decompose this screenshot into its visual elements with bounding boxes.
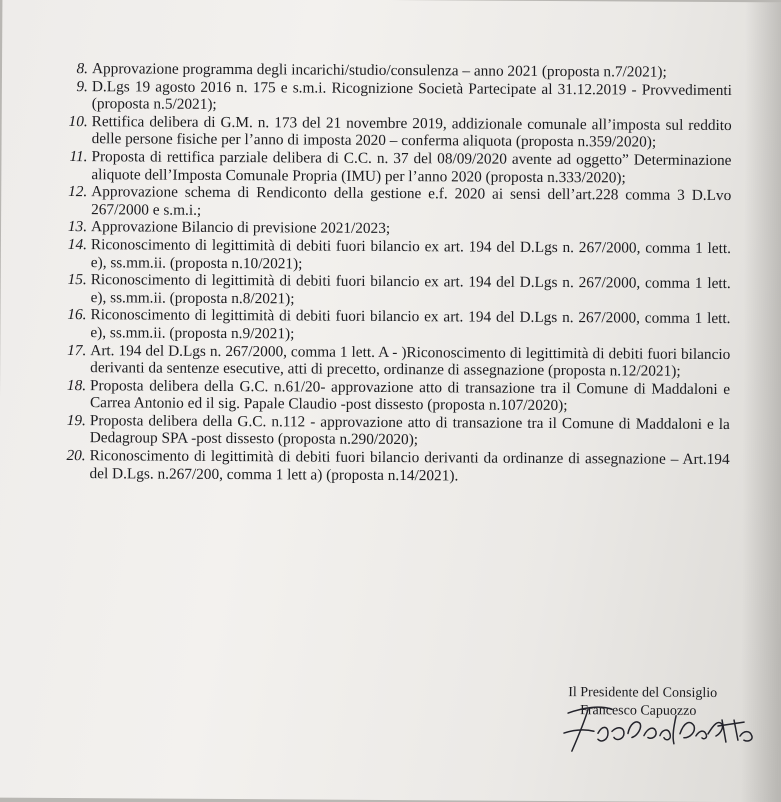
item-text: Approvazione Bilancio di previsione 2021/2023;	[90, 218, 391, 238]
page-edge-shadow	[741, 2, 781, 802]
signature-name: Francesco Capuozzo	[580, 703, 697, 719]
item-number: 15.	[67, 271, 87, 289]
item-number: 11.	[69, 148, 88, 166]
item-text: D.Lgs 19 agosto 2016 n. 175 e s.m.i. Ricognizione Società Partecipate al 31.12.2019 - Provvedimenti (proposta n.5/2021);	[91, 77, 732, 114]
agenda-item	[50, 341, 730, 380]
agenda-list	[49, 60, 732, 486]
item-number: 19.	[66, 411, 86, 430]
item-number: 10.	[68, 112, 88, 130]
item-text: Art. 194 del D.Lgs n. 267/2000, comma 1 lett. A - )Riconoscimento di legittimità di debiti fuori bilancio derivanti da sentenze esecutive, atti di precetto, ordinanze di assegnazione (proposta n.12/2021);	[90, 341, 731, 380]
item-text: Approvazione programma degli incarichi/studio/consulenza – anno 2021 (proposta n.7/2021);	[91, 60, 667, 81]
agenda-item	[50, 377, 730, 416]
agenda-item	[52, 78, 732, 117]
item-text: Riconoscimento di legittimità di debiti fuori bilancio ex art. 194 del D.Lgs n. 267/2000, comma 1 lett. e), ss.mm.ii. (proposta n.8/2021);	[90, 271, 731, 308]
agenda-item	[50, 412, 730, 451]
item-text: Approvazione schema di Rendiconto della gestione e.f. 2020 ai sensi dell’art.228 comma 3 D.Lvo 267/2000 e s.m.i.;	[91, 183, 732, 219]
item-number: 14.	[67, 235, 87, 254]
item-number: 12.	[68, 183, 88, 201]
item-text: Riconoscimento di legittimità di debiti fuori bilancio derivanti da ordinanze di assegnazione – Art.194 del D.Lgs. n.267/200, comma 1 lett a) (proposta n.14/2021).	[89, 447, 730, 485]
item-text: Riconoscimento di legittimità di debiti fuori bilancio ex art. 194 del D.Lgs n. 267/2000, comma 1 lett. e), ss.mm.ii. (proposta n.10/2021);	[90, 236, 731, 272]
handwritten-signature	[554, 693, 764, 764]
item-text: Riconoscimento di legittimità di debiti fuori bilancio ex art. 194 del D.Lgs n. 267/2000, comma 1 lett. e), ss.mm.ii. (proposta n.9/2021);	[90, 306, 731, 343]
agenda-item	[51, 271, 731, 310]
agenda-item	[50, 306, 730, 345]
agenda-item	[51, 183, 731, 222]
signature-title: Il Presidente del Consiglio	[568, 685, 718, 702]
item-text: Proposta di rettifica parziale delibera di C.C. n. 37 del 08/09/2020 avente ad oggetto” Determinazione aliquote dell’Imposta Comunale Propria (IMU) per l’anno 2020 (proposta n.333/2020);	[91, 148, 732, 186]
agenda-item	[51, 236, 731, 275]
item-number: 18.	[66, 376, 87, 394]
agenda-item	[52, 113, 732, 152]
item-text: Rettifica delibera di G.M. n. 173 del 21 novembre 2019, addizionale comunale all’imposta sul reddito delle persone fisiche per l’anno di imposta 2020 – conferma aliquota (proposta n.359/2020);	[91, 112, 732, 151]
item-number: 8.	[76, 60, 89, 78]
item-number: 17.	[67, 341, 87, 359]
item-number: 20.	[66, 447, 86, 465]
item-number: 16.	[67, 306, 87, 324]
agenda-item	[51, 148, 731, 187]
item-number: 13.	[67, 218, 88, 236]
agenda-item	[49, 447, 729, 486]
item-text: Proposta delibera della G.C. n.112 - approvazione atto di transazione tra il Comune di Maddaloni e la Dedagroup SPA -post dissesto (proposta n.290/2020);	[89, 412, 730, 449]
item-text: Proposta delibera della G.C. n.61/20- approvazione atto di transazione tra il Comune di Maddaloni e Carrea Antonio ed il sig. Papale Claudio -post dissesto (proposta n.107/2020);	[89, 376, 731, 415]
item-number: 9.	[76, 77, 88, 95]
